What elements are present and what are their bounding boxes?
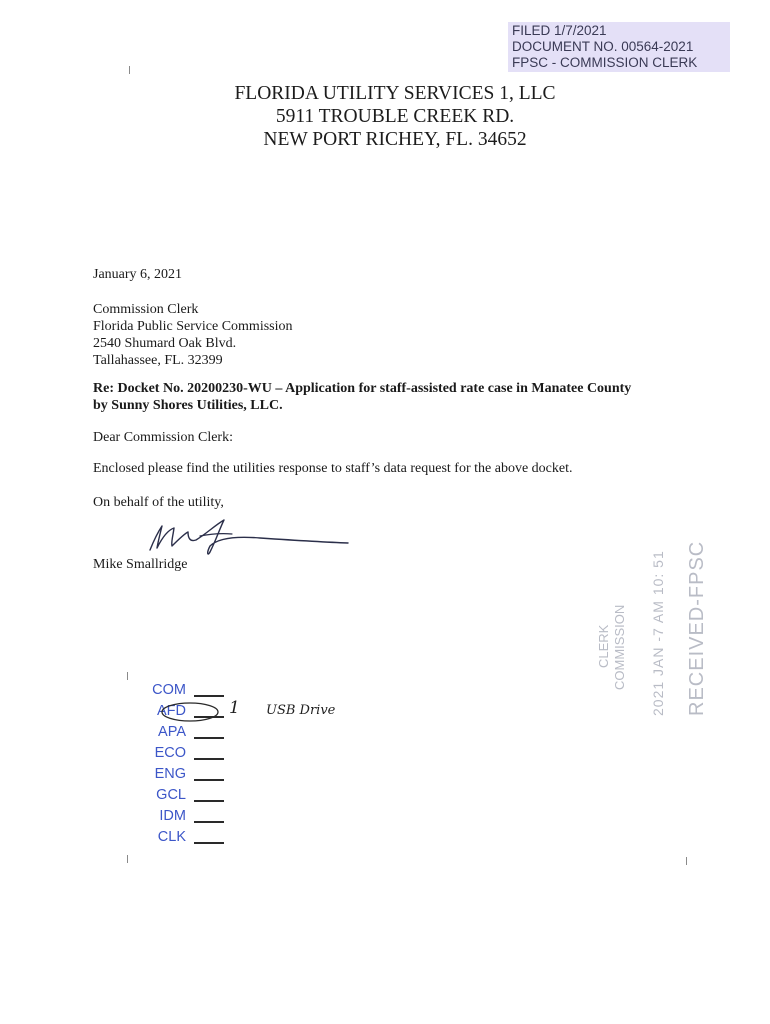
letterhead-street: 5911 TROUBLE CREEK RD. — [275, 106, 515, 127]
routing-code: APA — [158, 724, 186, 740]
letter-date: January 6, 2021 — [93, 267, 183, 282]
recipient-line: Florida Public Service Commission — [93, 319, 293, 334]
routing-blank — [194, 821, 224, 823]
letter-body: Enclosed please find the utilities response to staff’s data request for the above docket. — [93, 461, 573, 476]
routing-blank — [194, 758, 224, 760]
routing-row — [146, 698, 336, 722]
recipient-line: Tallahassee, FL. 32399 — [93, 353, 223, 368]
routing-blank — [194, 842, 224, 844]
subject-line — [93, 380, 631, 414]
scan-speck — [686, 857, 687, 865]
routing-code: GCL — [156, 787, 186, 803]
closing: On behalf of the utility, — [93, 495, 224, 510]
routing-blank — [194, 800, 224, 802]
scan-speck — [127, 672, 128, 680]
recipient-block — [93, 301, 293, 369]
routing-code: COM — [152, 682, 186, 698]
routing-list — [146, 680, 336, 848]
routing-row — [146, 764, 186, 785]
received-stamp-datetime: 2021 JAN -7 AM 10: 51 — [650, 550, 666, 716]
routing-blank — [194, 779, 224, 781]
routing-row — [146, 827, 186, 848]
routing-row — [146, 806, 186, 827]
letterhead — [0, 82, 770, 151]
routing-blank — [194, 716, 224, 718]
recipient-line: 2540 Shumard Oak Blvd. — [93, 336, 237, 351]
routing-code: AFD — [157, 703, 186, 719]
routing-code: ECO — [154, 745, 186, 761]
routing-row — [146, 680, 186, 701]
routing-row — [146, 722, 186, 743]
filing-stamp-date: FILED 1/7/2021 — [512, 23, 607, 38]
routing-code: CLK — [157, 829, 186, 845]
routing-row — [146, 743, 186, 764]
filing-stamp — [508, 22, 730, 72]
signature-image — [140, 510, 355, 560]
salutation: Dear Commission Clerk: — [93, 430, 233, 445]
filing-stamp-office: FPSC - COMMISSION CLERK — [512, 55, 698, 70]
routing-code: ENG — [154, 766, 186, 782]
received-stamp-office-clerk: CLERK — [596, 624, 611, 668]
scan-speck — [127, 855, 128, 863]
filing-stamp-document-number: DOCUMENT NO. 00564-2021 — [512, 39, 694, 54]
afd-note: USB Drive — [266, 703, 336, 718]
routing-blank — [194, 737, 224, 739]
received-stamp-title: RECEIVED-FPSC — [686, 540, 708, 716]
subject-line-2: by Sunny Shores Utilities, LLC. — [93, 398, 283, 413]
signer-name: Mike Smallridge — [93, 557, 188, 572]
scan-speck — [129, 66, 130, 74]
subject-line-1: Re: Docket No. 20200230-WU – Application for staff-assisted rate case in Manatee County — [93, 381, 632, 396]
letterhead-city: NEW PORT RICHEY, FL. 34652 — [263, 129, 527, 150]
routing-row — [146, 785, 186, 806]
afd-count: 1 — [229, 698, 240, 718]
routing-blank — [194, 695, 224, 697]
received-stamp-office: COMMISSION — [612, 604, 627, 690]
afd-circle-mark — [160, 701, 222, 723]
recipient-line: Commission Clerk — [93, 302, 199, 317]
routing-code: IDM — [159, 808, 186, 824]
letterhead-company: FLORIDA UTILITY SERVICES 1, LLC — [234, 83, 556, 104]
